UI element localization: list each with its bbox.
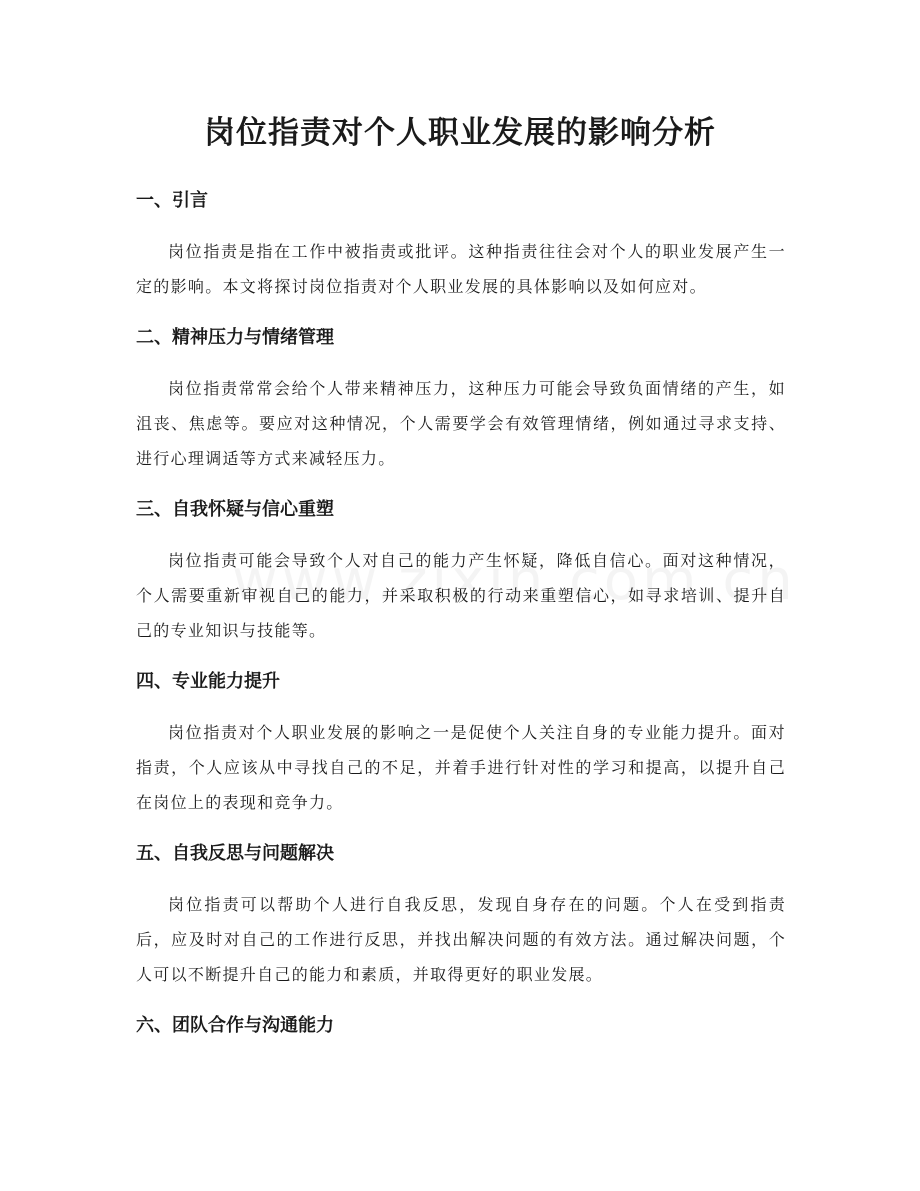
section-paragraph: 岗位指责是指在工作中被指责或批评。这种指责往往会对个人的职业发展产生一定的影响。本文将探讨岗位指责对个人职业发展的具体影响以及如何应对。 [136,242,786,296]
section-self-doubt [136,491,786,663]
document-title: 岗位指责对个人职业发展的影响分析 [204,115,716,151]
section-heading: 三、自我怀疑与信心重塑 [136,499,334,520]
document-body [136,182,786,1045]
section-heading: 五、自我反思与问题解决 [136,843,334,864]
section-paragraph: 岗位指责常常会给个人带来精神压力，这种压力可能会导致负面情绪的产生，如沮丧、焦虑等。要应对这种情况，个人需要学会有效管理情绪，例如通过寻求支持、进行心理调适等方式来减轻压力。 [136,379,786,468]
section-heading: 四、专业能力提升 [136,671,280,692]
section-reflection [136,835,786,1007]
section-paragraph: 岗位指责可以帮助个人进行自我反思，发现自身存在的问题。个人在受到指责后，应及时对自己的工作进行反思，并找出解决问题的有效方法。通过解决问题，个人可以不断提升自己的能力和素质，并取得更好的职业发展。 [136,895,786,984]
section-paragraph: 岗位指责可能会导致个人对自己的能力产生怀疑，降低自信心。面对这种情况，个人需要重新审视自己的能力，并采取积极的行动来重塑信心，如寻求培训、提升自己的专业知识与技能等。 [136,551,786,640]
section-heading: 六、团队合作与沟通能力 [136,1015,334,1036]
section-teamwork [136,1007,786,1045]
section-professional-skills [136,663,786,835]
section-introduction [136,182,786,319]
section-stress-emotion [136,319,786,491]
section-heading: 一、引言 [136,190,208,211]
section-paragraph: 岗位指责对个人职业发展的影响之一是促使个人关注自身的专业能力提升。面对指责，个人应该从中寻找自己的不足，并着手进行针对性的学习和提高，以提升自己在岗位上的表现和竞争力。 [136,723,786,812]
section-heading: 二、精神压力与情绪管理 [136,327,334,348]
